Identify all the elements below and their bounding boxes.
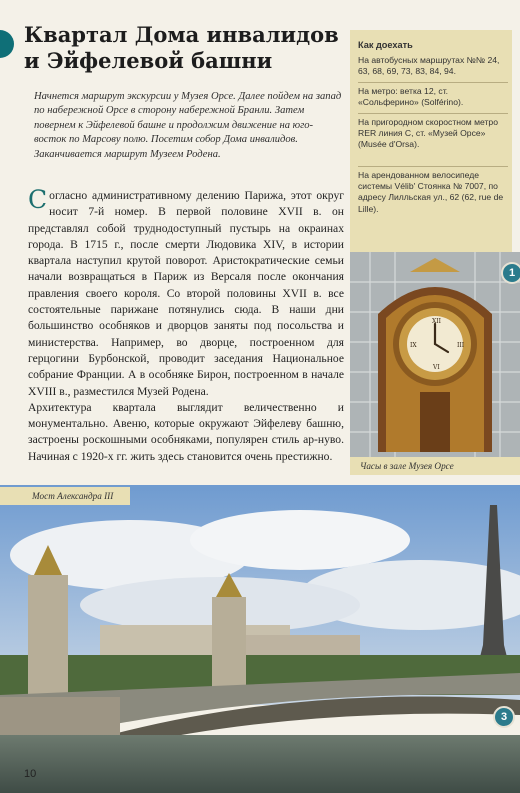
svg-text:VI: VI	[433, 364, 440, 371]
alexandre-bridge-photo	[0, 485, 520, 793]
page-number: 10	[24, 768, 37, 780]
page-title: Квартал Дома инвалидов и Эйфелевой башни	[24, 22, 339, 73]
svg-text:IX: IX	[410, 342, 417, 349]
drop-cap: С	[28, 185, 48, 214]
sidebar-item-rer: На пригородном скоростном метро RER линия C, ст. «Музей Орсе» (Musée d'Orsa).	[358, 117, 508, 151]
body-paragraph-1: Согласно административному делению Парижа, этот округ носит 7-й номер. В первой половине XVII в. он представлял собой труднодоступный пустырь на окраинах города. В 1715 г., после смерти Людовика XIV, в истории квартала наступил крутой поворот. Аристократические семьи начали возвращаться в Париж из Версаля после окончания правления своего короля. Со второй половины XVII в. все состоятельные парижане потянулись сюда. В наши дни большинство особняков и дворцов заняты под посольства и министерства. Например, во дворце, построенном для герцогини Бурбонской, проводит заседания Национальное собрание Франции. А в особняке Бирон, построенном в начале XVIII в., разместился Музей Родена.	[28, 185, 344, 398]
divider	[358, 166, 508, 167]
divider	[358, 82, 508, 83]
clock-caption: Часы в зале Музея Орсе	[350, 457, 520, 475]
clock-illustration	[350, 252, 520, 457]
photo-badge-1: 1	[501, 262, 520, 284]
svg-text:III: III	[457, 342, 465, 349]
sidebar-heading: Как доехать	[358, 40, 413, 50]
orsay-clock-photo	[350, 252, 520, 457]
sidebar-item-velib: На арендованном велосипеде системы Vélib' Стоянка № 7007, по адресу Лилльская ул., 62 (62, rue de Lille).	[358, 170, 508, 215]
divider	[358, 113, 508, 114]
intro-paragraph: Начнется маршрут экскурсии у Музея Орсе. Далее пойдем на запад по набережной Орсе в сторону набережной Бранли. Затем повернем к Эйфелевой башне и продолжим движение на юго-восток по Марсову полю. Посетим собор Дома инвалидов. Заканчивается маршрут Музеем Родена.	[34, 91, 342, 160]
section-marker	[0, 30, 14, 58]
sidebar-item-bus: На автобусных маршрутах №№ 24, 63, 68, 69, 73, 83, 84, 94.	[358, 55, 500, 77]
svg-text:XII: XII	[432, 318, 442, 325]
how-to-get-there-box	[350, 30, 512, 262]
bridge-illustration	[0, 485, 520, 793]
photo-badge-3: 3	[493, 706, 515, 728]
body-paragraph-2: Архитектура квартала выглядит величественно и монументально. Авеню, которые окружают Эйфелеву башню, застроены роскошными особняками, популярен стиль ар-нуво. Начиная с 1920-х гг. жить здесь становится очень престижно.	[28, 400, 344, 463]
bridge-caption: Мост Александра III	[0, 487, 130, 505]
body-text	[28, 185, 344, 465]
sidebar-item-metro: На метро: ветка 12, ст. «Сольферино» (Solférino).	[358, 86, 508, 108]
